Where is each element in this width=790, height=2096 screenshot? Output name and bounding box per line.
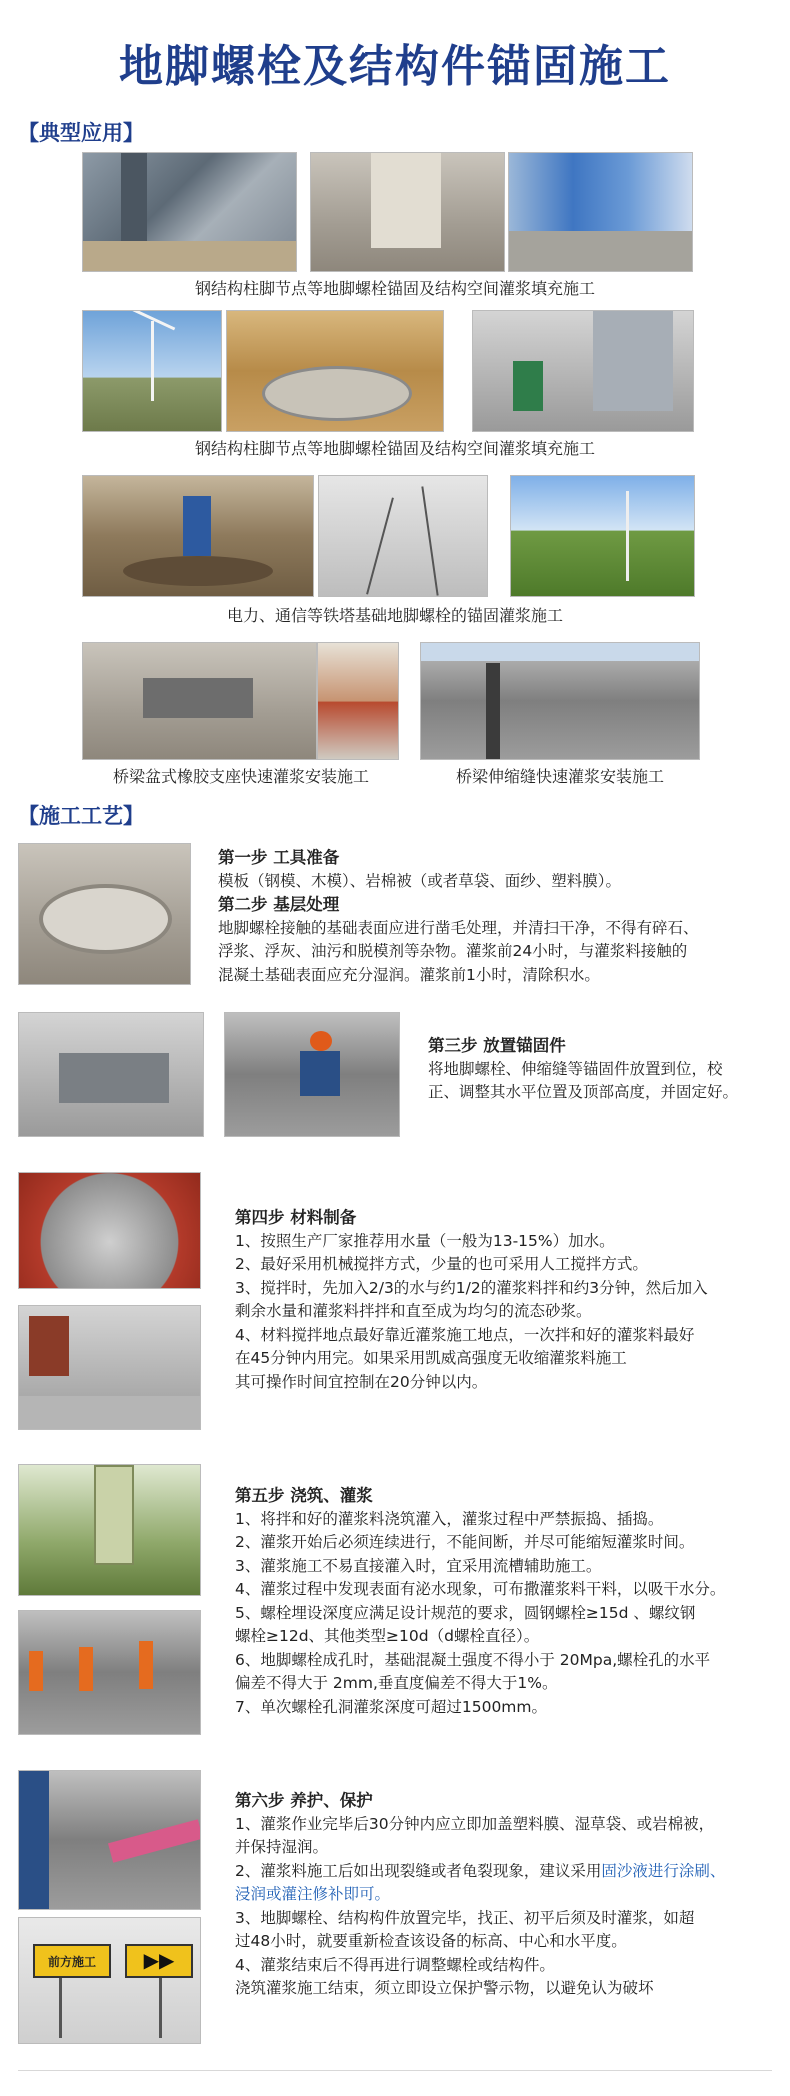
section-process: 【施工工艺】 <box>18 804 144 828</box>
front-construction-sign-text: 前方施工 <box>47 1954 96 1969</box>
photo-blue-column-base <box>508 152 693 272</box>
step4-line: 3、搅拌时，先加入2/3的水与约1/2的灌浆料拌和约3分钟，然后加入 <box>235 1278 708 1297</box>
step4-line: 其可操作时间宜控制在20分钟以内。 <box>235 1372 488 1391</box>
step1-heading: 第一步 工具准备 <box>218 848 340 867</box>
step5-line: 5、螺栓埋设深度应满足设计规范的要求，圆钢螺栓≥15d 、螺纹钢 <box>235 1603 696 1622</box>
photo-wind-turbines <box>82 310 222 432</box>
step4-line: 在45分钟内用完。如果采用凯威高强度无收缩灌浆料施工 <box>235 1349 627 1367</box>
step5-line: 螺栓≥12d、其他类型≥10d（d螺栓直径）。 <box>235 1627 540 1645</box>
photo-step4-manual-mix <box>18 1305 201 1430</box>
photo-workers-grouting <box>472 310 694 432</box>
step6-line: 1、灌浆作业完毕后30分钟内应立即加盖塑料膜、湿草袋、或岩棉被， <box>235 1814 715 1833</box>
caption-row1: 钢结构柱脚节点等地脚螺栓锚固及结构空间灌浆填充施工 <box>194 279 595 298</box>
step6-line: 浇筑灌浆施工结束，须立即设立保护警示物，以避免认为破坏 <box>235 1979 654 1997</box>
photo-power-pylon <box>510 475 695 597</box>
step6-heading: 第六步 养护、保护 <box>235 1791 373 1810</box>
step3-heading: 第三步 放置锚固件 <box>428 1036 566 1055</box>
step5-line: 4、灌浆过程中发现表面有泌水现象，可布撒灌浆料干料，以吸干水分。 <box>235 1580 726 1598</box>
step4-heading: 第四步 材料制备 <box>235 1208 357 1227</box>
photo-steel-column-frame <box>82 152 297 272</box>
step4-line: 2、最好采用机械搅拌方式，少量的也可采用人工搅拌方式。 <box>235 1255 648 1273</box>
step5-heading: 第五步 浇筑、灌浆 <box>235 1486 373 1505</box>
photo-step5-workers <box>18 1610 201 1735</box>
step2-line: 混凝土基础表面应充分湿润。灌浆前1小时，清除积水。 <box>218 965 600 984</box>
photo-step3-worker <box>224 1012 400 1137</box>
step5-line: 1、将拌和好的灌浆料浇筑灌入，灌浆过程中严禁振捣、插捣。 <box>235 1509 664 1528</box>
step6-line <box>235 1860 725 1884</box>
step1-2-text <box>218 846 699 987</box>
step3-line: 正、调整其水平位置及顶部高度，并固定好。 <box>428 1083 739 1101</box>
photo-step3-anchors <box>18 1012 204 1137</box>
arrow-right-icon: ▶▶ <box>125 1944 193 1978</box>
step2-line: 浮浆、浮灰、油污和脱模剂等杂物。灌浆前24小时，与灌浆料接触的 <box>218 942 688 960</box>
step4-text <box>235 1206 708 1394</box>
step5-line: 偏差不得大于 2mm,垂直度偏差不得大于1%。 <box>235 1674 558 1692</box>
photo-bridge-bearing-detail <box>317 642 399 760</box>
photo-step1-formwork <box>18 843 191 985</box>
step6-line: 并保持湿润。 <box>235 1838 329 1856</box>
photo-step4-mixer <box>18 1172 201 1289</box>
photo-step5-column <box>18 1464 201 1596</box>
step6-line: 4、灌浆结束后不得再进行调整螺栓或结构件。 <box>235 1955 555 1974</box>
step5-line: 2、灌浆开始后必须连续进行，不能间断，并尽可能缩短灌浆时间。 <box>235 1533 695 1551</box>
step1-line: 模板（钢模、木模）、岩棉被（或者草袋、面纱、塑料膜）。 <box>218 871 622 890</box>
section-applications: 【典型应用】 <box>18 121 144 145</box>
step4-line: 1、按照生产厂家推荐用水量（一般为13-15%）加水。 <box>235 1231 615 1250</box>
caption-row2: 钢结构柱脚节点等地脚螺栓锚固及结构空间灌浆填充施工 <box>194 439 595 458</box>
step6-text <box>235 1789 725 2001</box>
caption-row3: 电力、通信等铁塔基础地脚螺栓的锚固灌浆施工 <box>226 606 563 625</box>
step6-line: 3、地脚螺栓、结构构件放置完毕，找正、初平后须及时灌浆，如超 <box>235 1908 695 1927</box>
step4-line: 剩余水量和灌浆料拌拌和直至成为均匀的流态砂浆。 <box>235 1302 592 1320</box>
photo-bridge-bearing <box>82 642 317 760</box>
page-title: 地脚螺栓及结构件锚固施工 <box>119 41 671 92</box>
step5-line: 6、地脚螺栓成孔时，基础混凝土强度不得小于 20Mpa,螺栓孔的水平 <box>235 1650 711 1669</box>
photo-step6-warning-sign <box>18 1917 201 2044</box>
caption-row4-right: 桥梁伸缩缝快速灌浆安装施工 <box>455 767 664 786</box>
caption-row4-left: 桥梁盆式橡胶支座快速灌浆安装施工 <box>112 767 369 786</box>
step2-heading: 第二步 基层处理 <box>218 895 340 914</box>
step3-text <box>428 1034 738 1105</box>
step3-line: 将地脚螺栓、伸缩缝等锚固件放置到位，校 <box>428 1059 723 1078</box>
bottom-divider <box>18 2070 772 2071</box>
step5-line: 7、单次螺栓孔洞灌浆深度可超过1500mm。 <box>235 1697 548 1716</box>
step6-highlight-line: 浸润或灌注修补即可。 <box>235 1885 391 1903</box>
step6-line: 过48小时，就要重新检查该设备的标高、中心和水平度。 <box>235 1932 627 1950</box>
step4-line: 4、材料搅拌地点最好靠近灌浆施工地点，一次拌和好的灌浆料最好 <box>235 1325 695 1344</box>
photo-steel-towers <box>318 475 488 597</box>
photo-expansion-joint <box>420 642 700 760</box>
step6-line-part: 2、灌浆料施工后如出现裂缝或者龟裂现象，建议采用 <box>235 1861 602 1880</box>
photo-foundation-ring <box>226 310 444 432</box>
photo-step6-curing <box>18 1770 201 1910</box>
photo-column-base <box>310 152 505 272</box>
step5-text <box>235 1484 725 1719</box>
photo-tower-base-pit <box>82 475 314 597</box>
step2-line: 地脚螺栓接触的基础表面应进行凿毛处理，并清扫干净，不得有碎石、 <box>218 918 699 937</box>
step6-highlight-text: 固沙液进行涂刷、 <box>601 1861 726 1880</box>
step5-line: 3、灌浆施工不易直接灌入时，宜采用流槽辅助施工。 <box>235 1556 602 1575</box>
